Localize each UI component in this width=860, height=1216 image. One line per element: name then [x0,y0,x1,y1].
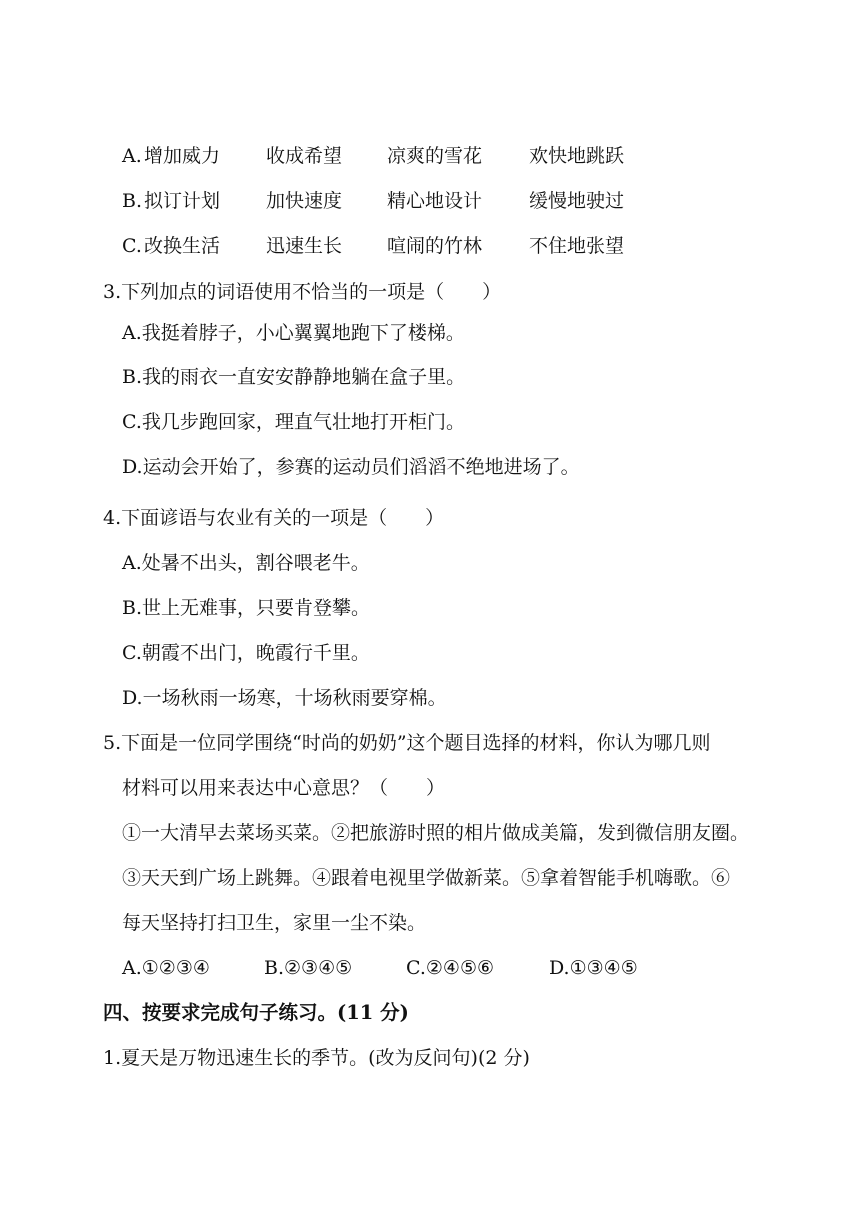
emphasis-dot-char: 直 [293,411,313,433]
emphasis-dot-char: 静 [294,366,314,388]
q4-option-a: A.处暑不出头，割谷喂老牛。 [122,552,370,574]
choice-a: A.①②③④ [122,957,210,979]
word: 迅速生长 [266,235,343,257]
word: 增加威力 [144,145,221,167]
option-text: A.我挺着脖子， [122,322,256,344]
option-text: 地打开柜门。 [350,411,465,433]
emphasis-dot-char: 气 [312,411,332,433]
q2-option-a [122,143,842,169]
word: 加快速度 [266,190,343,212]
word: 喧闹的竹林 [387,235,483,257]
dotted-word [256,322,332,344]
q5-material-line: ③天天到广场上跳舞。④跟着电视里学做新菜。⑤拿着智能手机嗨歌。⑥ [122,867,731,889]
emphasis-dot-char: 心 [274,322,294,344]
q3-option-d [122,454,580,480]
q5-choices [122,955,722,981]
q4-option-b: B.世上无难事，只要肯登攀。 [122,597,371,619]
option-text: 地躺在盒子里。 [332,366,466,388]
option-text: B.我的雨衣一直 [122,366,257,388]
section4-q1: 1.夏天是万物迅速生长的季节。(改为反问句)(2 分) [103,1047,530,1069]
section-heading: 四、按要求完成句子练习。(11 分) [103,1001,409,1024]
emphasis-dot-char: 不 [446,456,466,478]
word: 收成希望 [266,145,343,167]
q5-material-line: ①一大清早去菜场买菜。②把旅游时照的相片做成美篇，发到微信朋友圈。 [122,822,750,844]
choice-d: D.①③④⑤ [549,957,638,979]
q4-option-c: C.朝霞不出门，晚霞行千里。 [122,642,370,664]
word: 缓慢地驶过 [529,190,625,212]
option-letter: C. [122,235,142,257]
q4-option-d: D.一场秋雨一场寒，十场秋雨要穿棉。 [122,687,447,709]
word: 不住地张望 [529,235,625,257]
choice-b: B.②③④⑤ [264,957,353,979]
emphasis-dot-char: 理 [274,411,294,433]
q3-stem: 3.下列加点的词语使用不恰当的一项是（ ） [103,281,502,303]
q4-stem: 4.下面谚语与农业有关的一项是（ ） [103,507,445,529]
emphasis-dot-char: 安 [256,366,276,388]
emphasis-dot-char: 安 [275,366,295,388]
q5-stem-line1: 5.下面是一位同学围绕“时尚的奶奶”这个题目选择的材料，你认为哪几则 [103,732,711,754]
emphasis-dot-char: 翼 [312,322,332,344]
word: 精心地设计 [387,190,483,212]
dotted-word [275,411,351,433]
dotted-word [409,456,485,478]
word: 拟订计划 [144,190,221,212]
word: 凉爽的雪花 [387,145,483,167]
dotted-word [256,366,332,388]
emphasis-dot-char: 绝 [465,456,485,478]
emphasis-dot-char: 翼 [293,322,313,344]
word: 欢快地跳跃 [529,145,625,167]
q2-option-c [122,233,842,259]
option-letter: A. [122,145,142,167]
emphasis-dot-char: 小 [255,322,275,344]
q3-option-c [122,409,465,435]
emphasis-dot-char: 静 [313,366,333,388]
emphasis-dot-char: 滔 [408,456,428,478]
emphasis-dot-char: 壮 [331,411,351,433]
q3-option-b [122,364,465,390]
word: 改换生活 [144,235,221,257]
q5-material-line: 每天坚持打扫卫生，家里一尘不染。 [122,912,427,934]
q5-stem-line2: 材料可以用来表达中心意思？（ ） [122,777,446,799]
option-letter: B. [122,190,143,212]
option-text: 地进场了。 [484,456,580,478]
option-text: C.我几步跑回家， [122,411,275,433]
option-text: 地跑下了楼梯。 [331,322,465,344]
emphasis-dot-char: 滔 [427,456,447,478]
q2-option-b [122,188,842,214]
q3-option-a [122,320,465,346]
choice-c: C.②④⑤⑥ [406,957,495,979]
option-text: D.运动会开始了，参赛的运动员们 [122,456,409,478]
